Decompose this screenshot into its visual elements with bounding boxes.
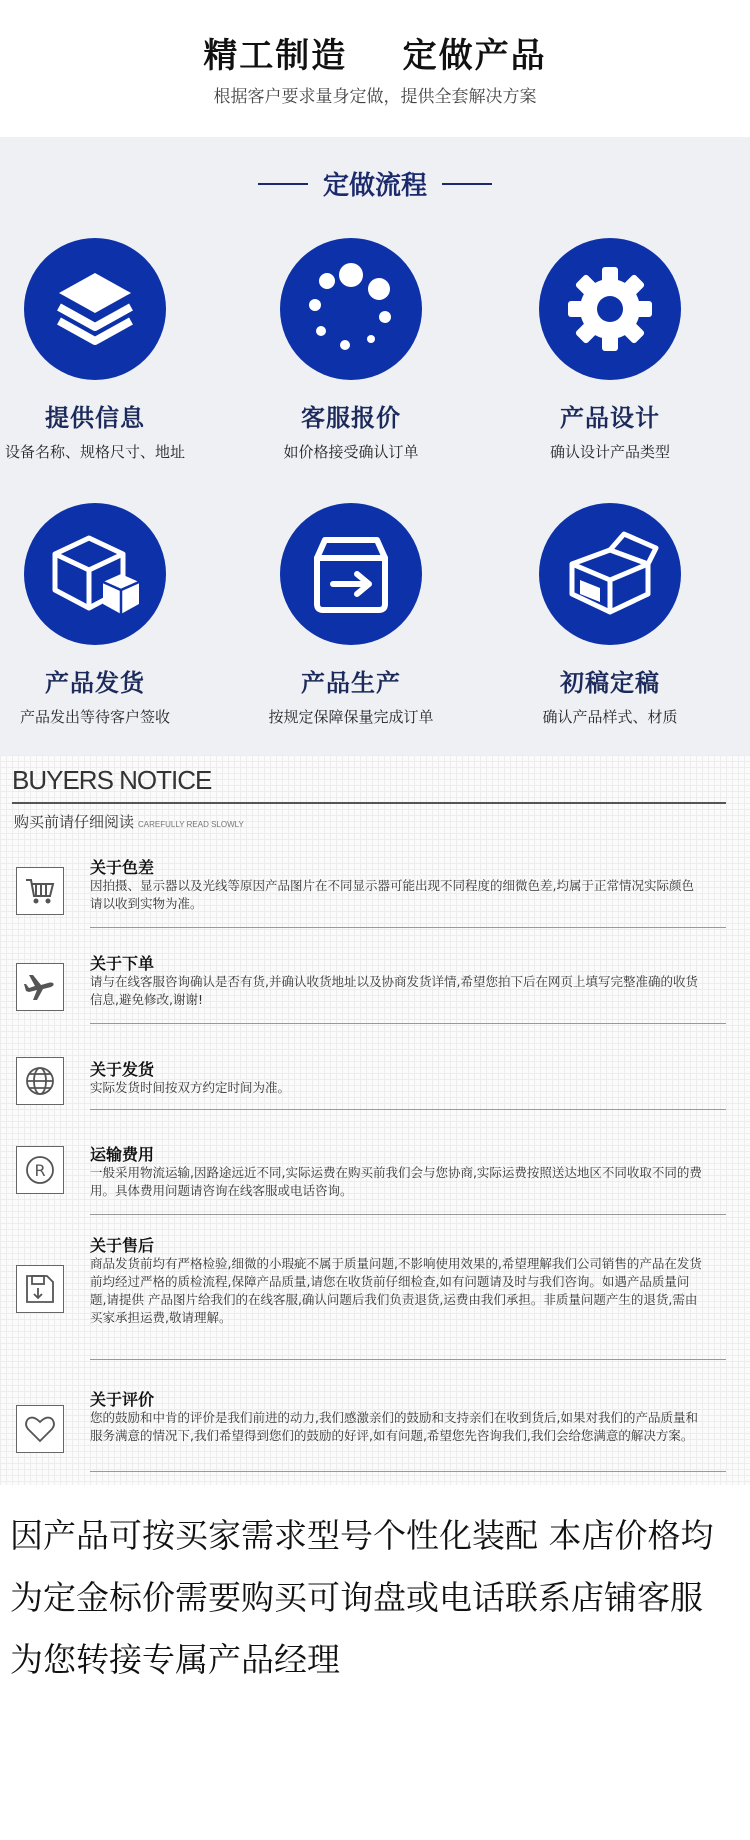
footer-note: 因产品可按买家需求型号个性化装配 本店价格均为定金标价需要购买可询盘或电话联系店铺客服 为您转接专属产品经理	[10, 1516, 714, 1679]
step-title: 产品设计	[560, 404, 660, 432]
notice-item-divider	[90, 1023, 726, 1024]
notice-subheading	[14, 811, 244, 832]
notice-heading: BUYERS NOTICE	[12, 765, 212, 795]
notice-item-text: 您的鼓励和中肯的评价是我们前进的动力,我们感激亲们的鼓励和支持亲们在收到货后,如果对我们的产品质量和服务满意的情况下,我们希望得到您们的鼓励的好评,如有问题,希望您先咨询我们,我们会给您满意的解决方案。	[90, 1410, 698, 1443]
notice-subheading-en: CAREFULLY READ SLOWLY	[138, 820, 244, 829]
hero-subtitle: 根据客户要求量身定做，提供全套解决方案	[213, 87, 537, 107]
notice-subheading-cn: 购买前请仔细阅读	[14, 813, 135, 831]
process-title-text: 定做流程	[322, 171, 427, 201]
save-icon	[23, 1272, 57, 1306]
notice-item-title: 运输费用	[90, 1145, 155, 1164]
process-section	[0, 137, 750, 755]
heart-icon-box	[16, 1405, 64, 1453]
notice-item-title: 关于下单	[90, 954, 155, 973]
gear-icon	[560, 259, 660, 359]
notice-item-title: 关于评价	[90, 1390, 155, 1409]
process-step-info	[0, 238, 225, 462]
process-title	[0, 165, 750, 202]
notice-divider	[12, 802, 726, 804]
notice-item-title: 关于发货	[90, 1060, 155, 1079]
notice-item-text: 请与在线客服咨询确认是否有货,并确认收货地址以及协商发货详情,希望您拍下后在网页上填写完整准确的收货信息,避免修改,谢谢!	[90, 974, 698, 1007]
boxes-icon	[45, 524, 145, 624]
step-desc: 设备名称、规格尺寸、地址	[4, 443, 185, 461]
step-title: 初稿定稿	[560, 669, 660, 697]
step-desc: 如价格接受确认订单	[283, 443, 419, 461]
svg-text:R: R	[34, 1161, 46, 1180]
step-desc: 确认设计产品类型	[549, 443, 670, 461]
buyers-notice-section	[0, 755, 750, 1485]
footer-section	[0, 1485, 750, 1840]
step-circle	[539, 238, 681, 380]
notice-item-text: 实际发货时间按双方约定时间为准。	[90, 1080, 291, 1095]
globe-icon	[23, 1064, 57, 1098]
notice-item-title: 关于色差	[90, 858, 155, 877]
open-box-icon	[560, 524, 660, 624]
notice-item-text: 因拍摄、显示器以及光线等原因产品图片在不同显示器可能出现不同程度的细微色差,均属于正常情况实际颜色请以收到实物为准。	[90, 878, 694, 911]
heart-icon	[23, 1412, 57, 1446]
notice-item-title: 关于售后	[90, 1236, 155, 1255]
step-circle	[24, 238, 166, 380]
process-step-design	[480, 238, 740, 462]
step-circle	[280, 238, 422, 380]
step-desc: 确认产品样式、材质	[542, 708, 678, 726]
box-arrow-icon	[301, 524, 401, 624]
notice-item-divider	[90, 1471, 726, 1472]
save-icon-box	[16, 1265, 64, 1313]
step-desc: 产品发出等待客户签收	[19, 708, 170, 726]
process-step-ship	[0, 503, 225, 727]
plane-icon-box	[16, 963, 64, 1011]
notice-item-divider	[90, 1359, 726, 1360]
title-line-left	[258, 183, 308, 185]
notice-item-divider	[90, 1109, 726, 1110]
title-line-right	[442, 183, 492, 185]
step-desc: 按规定保障保量完成订单	[268, 708, 434, 726]
step-circle	[539, 503, 681, 645]
process-step-quote	[221, 238, 481, 462]
step-title: 产品生产	[301, 669, 401, 697]
process-step-produce	[221, 503, 481, 727]
cart-icon	[23, 874, 57, 908]
plane-icon	[23, 970, 57, 1004]
step-title: 客服报价	[301, 404, 401, 432]
notice-item-divider	[90, 1214, 726, 1215]
step-title: 提供信息	[45, 404, 145, 432]
registered-icon-box	[16, 1146, 64, 1194]
notice-item-divider	[90, 927, 726, 928]
registered-icon	[23, 1153, 57, 1187]
notice-item-text: 商品发货前均有严格检验,细微的小瑕疵不属于质量问题,不影响使用效果的,希望理解我们公司销售的产品在发货前均经过严格的质检流程,保障产品质量,请您在收货前仔细检查,如有问题请及时与我们咨询。如遇产品质量问题,请提供 产品图片给我们的在线客服,确认问题后我们负责退货,运费由我们承担。非质量问题产生的退货,需由买家承担运费,敬请理解。	[90, 1256, 702, 1325]
step-title: 产品发货	[45, 669, 145, 697]
loading-dots-icon	[301, 259, 401, 359]
hero-section	[0, 0, 750, 137]
notice-item-text: 一般采用物流运输,因路途远近不同,实际运费在购买前我们会与您协商,实际运费按照送达地区不同收取不同的费用。具体费用问题请咨询在线客服或电话咨询。	[90, 1165, 702, 1198]
cart-icon-box	[16, 867, 64, 915]
step-circle	[280, 503, 422, 645]
hero-title: 精工制造 定做产品	[203, 36, 547, 76]
step-circle	[24, 503, 166, 645]
process-step-draft	[480, 503, 740, 727]
layers-icon	[45, 259, 145, 359]
globe-icon-box	[16, 1057, 64, 1105]
